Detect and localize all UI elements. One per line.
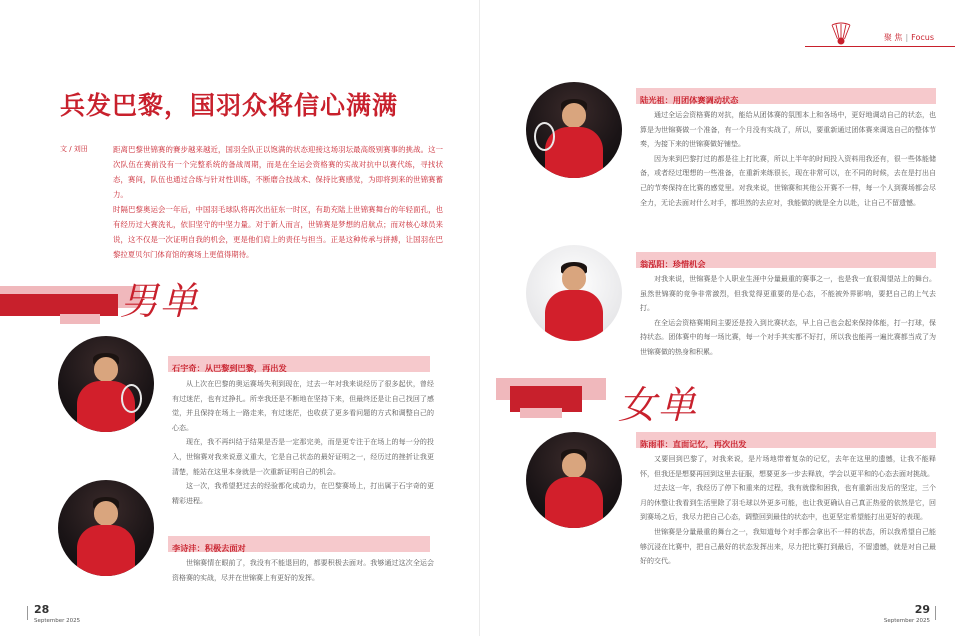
section-title-men: 男单	[120, 279, 201, 323]
player-photo-lu-guangzu	[526, 82, 622, 178]
photo-face	[562, 103, 587, 128]
player-heading-bar	[168, 356, 430, 372]
player-heading-bar	[636, 432, 936, 448]
page-number: 28	[34, 603, 50, 616]
quote-paragraph: 因为来到巴黎打过的都是往上打比赛，所以上半年的时间投入资料用我还有，很一些体能储备，或者经过理想的一些准备，在重新来练很长，现在非常可以，在不同的时候，去在是打出自己的节奏保持在比赛的感觉里。对我来说，世锦赛和其他公开赛不一样，每一个人到赛场都会尽全力，无论去面对什么对手，都坦然的去应对，我能做的就是全力以赴，让自己不留遗憾。	[640, 154, 936, 207]
quote-paragraph: 在全运会资格赛期间主要还是投入到比赛状态，早上自己也会起来保持体能，打一打球，保持状态。团体赛中的每一场比赛，每一个对手其实都不好打，所以我也能再一遍比赛都当成了为世锦赛做的热身和积累。	[640, 318, 936, 356]
quote-paragraph: 又要回到巴黎了，对我来说，是片场地带着复杂的记忆，去年在这里的遗憾，让我不能释怀，但我还是想要再回到这里去征服，想要更多一步去释放，学会以更平和的心态去面对挑战。	[640, 455, 936, 478]
quote-paragraph: 现在，我不再纠结于结果是否是一定那完美，而是更专注于在场上的每一分的投入，世锦赛对我来说意义重大，它是自己状态的最好证明之一，经历过的挫折让我更清楚，能站在这里本身就是一次重新证明自己的机会。	[172, 438, 434, 476]
player-heading-bar	[636, 88, 936, 104]
quote-paragraph: 世锦赛情在眼前了，我没有不能退回的，都要积极去面对。我够通过这次全运会资格赛的实战，尽并在世锦赛上有更好的发挥。	[172, 559, 434, 582]
section-header: 聚 焦 | Focus	[883, 33, 934, 42]
section-title-women: 女单	[618, 383, 699, 427]
quote-paragraph: 通过全运会资格赛的对抗，能给从团体赛的氛围本上和各场中，更好地调动自己的状态，也算是为世锦赛做一个准备，有一个月没有实战了，所以，要重新通过团体赛来调选自己的整体节奏，为接下来的世锦赛做好铺垫。	[640, 111, 936, 149]
section-header-label: 聚 焦	[883, 33, 903, 42]
quote-paragraph: 世锦赛是分量最重的舞台之一，我知道每个对手都会拿出不一样的状态，所以我希望自己能够沉浸在比赛中，把自己最好的状态发挥出来，尽力把比赛打到最后，不留遗憾，就是对自己最好的交代。	[640, 527, 936, 566]
photo-shirt	[545, 477, 603, 528]
player-quote	[172, 377, 434, 508]
player-photo-shi-yuqi	[58, 336, 154, 432]
player-photo-chen-yufei	[526, 432, 622, 528]
photo-face	[562, 266, 587, 291]
photo-face	[562, 453, 587, 478]
player-quote	[172, 556, 434, 585]
player-heading-bar	[168, 536, 430, 552]
section-bar-light	[60, 314, 100, 324]
right-page	[480, 0, 960, 636]
player-heading: 翁泓阳：珍惜机会	[640, 259, 706, 269]
article-title: 兵发巴黎，国羽众将信心满满	[60, 91, 399, 120]
photo-face	[94, 501, 119, 526]
quote-paragraph: 这一次，我希望把过去的经验都化成动力，在巴黎赛场上，打出属于石宇奇的更精彩进程。	[172, 482, 434, 505]
player-heading: 李诗沣：积极去面对	[172, 543, 246, 553]
player-quote	[640, 108, 936, 210]
header-rule	[805, 46, 955, 47]
player-heading-bar	[636, 252, 936, 268]
section-header-label-en: Focus	[911, 33, 934, 42]
photo-face	[94, 357, 119, 382]
section-bar-dark	[0, 294, 118, 316]
player-quote	[640, 272, 936, 360]
folio-left	[34, 598, 80, 624]
article-byline: 文 / 刘田	[60, 145, 88, 153]
player-photo-weng-hongyang	[526, 245, 622, 341]
player-heading: 陆光祖：用团体赛调动状态	[640, 95, 739, 105]
photo-shirt	[545, 290, 603, 341]
shuttlecock-icon	[826, 22, 856, 46]
quote-paragraph: 对我来说，世锦赛是个人职业生涯中分量最重的赛事之一，也是我一直很渴望站上的舞台。虽然世锦赛的竞争非常激烈，但我觉得更重要的是心态，不能被外界影响，要把自己的上气去打。	[640, 275, 936, 313]
player-heading: 陈雨菲：直面记忆，再次出发	[640, 439, 747, 449]
issue-date: September 2025	[883, 618, 930, 624]
player-quote	[640, 452, 936, 569]
intro-paragraph: 时隔巴黎奥运会一年后，中国羽毛球队将再次出征东一时区，有助充陆上世锦赛舞台的年轻面孔，也有经历过大赛洗礼，依旧坚守的中坚力量。对于新人而言，世锦赛是梦想的启航点；而对核心球员来说，这不仅是一次证明自我的机会，更是他们肩上的责任与担当。正是这种传承与拼搏，让国羽在巴黎拉夏贝尔门体育馆的赛场上更值得期待。	[113, 205, 443, 259]
player-photo-li-shifeng	[58, 480, 154, 576]
photo-racket	[121, 384, 142, 413]
quote-paragraph: 从上次在巴黎的奥运赛场失利到现在，过去一年对我来说经历了很多起伏，曾经有过迷茫，也有过挣扎。所幸我还是不断地在坚持下来，但最终还是让自己找回了感觉，并且保持在场上一路走来，有过迷茫，也收获了更多看问题的方式和调整自己的心态。	[172, 380, 434, 432]
issue-date: September 2025	[34, 618, 81, 624]
folio-rule	[27, 606, 28, 620]
page-number: 29	[914, 603, 930, 616]
player-heading: 石宇奇：从巴黎到巴黎，再出发	[172, 363, 287, 373]
article-intro	[113, 142, 443, 262]
intro-paragraph: 距离巴黎世锦赛的賽步越来越近，国羽全队正以饱满的状态迎接这场羽坛最高级别赛事的挑战。这一次队伍在赛前没有一个完整系统的备战周期，而是在全运会资格赛的实战对抗中以赛代练，寻找状态，赛间，队伍也通过合练与针对性训练，不断磨合技战术、保持比赛感觉，为即将到来的世锦赛蓄力。	[113, 145, 443, 199]
folio-right	[884, 598, 930, 624]
quote-paragraph: 过去这一年，我经历了停下和重来的过程，我有就像和困我，也有重新出发后的坚定，三个月的休整让我看到生活里除了羽毛球以外更多可能，也让我更确认自己真正热爱的依然是它，回到赛场之后，我尽力把自己心态，调整回到最佳的状态中，也更坚定希望能打出更好的表现。	[640, 484, 936, 522]
photo-shirt	[77, 525, 135, 576]
folio-rule	[935, 606, 936, 620]
section-bar-light	[520, 408, 562, 418]
photo-racket	[534, 122, 555, 151]
